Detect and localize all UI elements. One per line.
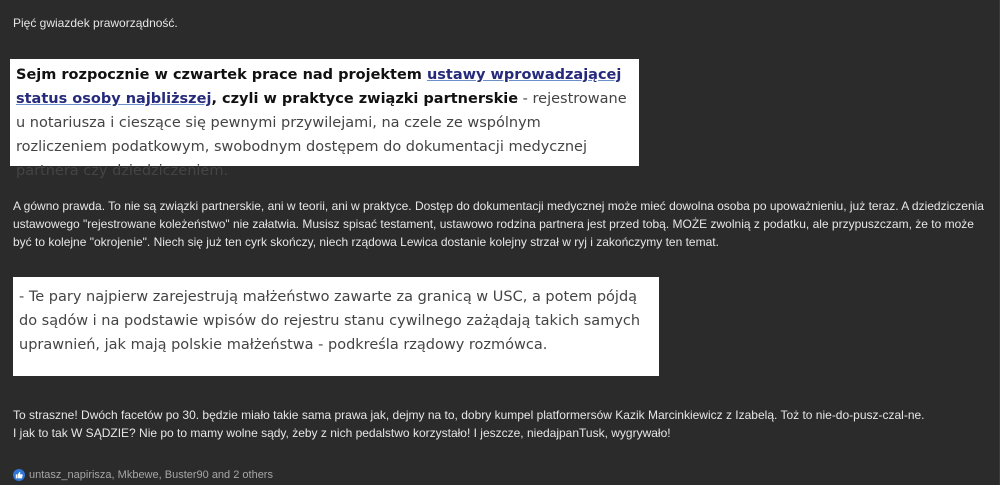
quote1-bold-end: , czyli w praktyce związki partnerskie — [211, 91, 519, 107]
post-comment-2-line-2: I jak to tak W SĄDZIE? Nie po to mamy wolne sądy, żeby z nich pedalstwo korzystało! I jeszcze, niedajpanTusk, wygrywało! — [13, 426, 671, 440]
quote1-bold-start: Sejm rozpocznie w czwartek prace nad projektem — [16, 67, 427, 83]
quote1-rest-text: - rejestrowane u notariusza i cieszące się pewnymi przywilejami, na czele ze wspólnym rozliczeniem podatkowym, swobodnym dostępem do dokumentacji medycznej partnera czy dziedziczeniem. — [16, 91, 627, 179]
post-intro-text: Pięć gwiazdek praworządność. — [13, 16, 178, 30]
thumbs-up-icon — [13, 469, 25, 481]
post-comment-2-line-1: To straszne! Dwóch facetów po 30. będzie miało takie sama prawa jak, dejmy na to, dobry kumpel platformersów Kazik Marcinkiewicz z Izabelą. Toż to nie-do-pusz-czal-ne. — [13, 408, 925, 422]
post-comment-1: A gówno prawda. To nie są związki partnerskie, ani w teorii, ani w praktyce. Dostęp do dokumentacji medycznej może mieć dowolna osoba po upoważnieniu, już teraz. A dziedziczenia ustawowego "rejestrowane koleżeństwo" nie załatwia. Musisz spisać testament, ustawowo rodzina partnera jest przed tobą. MOŻE zwolnią z podatku, ale przypuszczam, że to może być to kolejne "okrojenie". Niech się już ten cyrk skończy, niech rządowa Lewica dostanie kolejny strzał w ryj i zakończymy ten temat. — [13, 199, 984, 249]
quoted-article-image-1 — [10, 59, 639, 179]
reactions-users-link[interactable]: untasz_napirisza, Mkbewe, Buster90 and 2 others — [29, 469, 273, 481]
quoted-article-image-2: - Te pary najpierw zarejestrują małżeństwo zawarte za granicą w USC, a potem pójdą do sądów i na podstawie wpisów do rejestru stanu cywilnego zażądają takich samych uprawnień, jak mają polskie małżeństwa - podkreśla rządowy rozmówca. — [13, 277, 659, 376]
post-comment-2 — [13, 406, 985, 442]
reactions-bar[interactable] — [13, 468, 273, 482]
quote1-article-link[interactable]: ustawy wprowadzającej status osoby najbliższej — [16, 67, 622, 107]
